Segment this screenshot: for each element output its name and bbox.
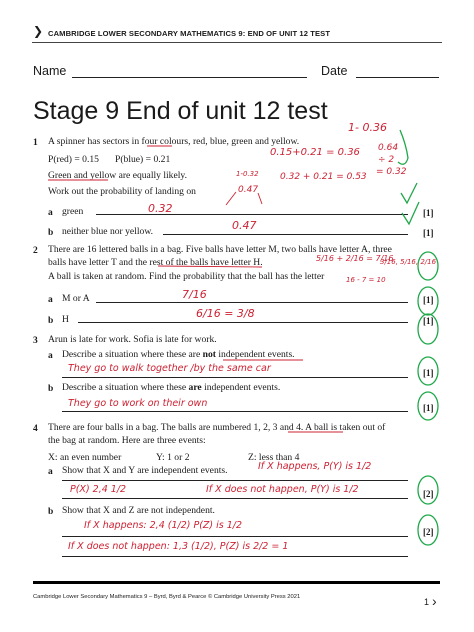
footer-rule bbox=[33, 581, 440, 584]
handwriting-note: ÷ 2 bbox=[378, 155, 395, 165]
question-number: 4 bbox=[33, 424, 38, 434]
question-number: 2 bbox=[33, 246, 38, 256]
chevron-right-icon: ❯ bbox=[33, 24, 44, 38]
q3b-marks: [1] bbox=[423, 403, 434, 413]
header-title: CAMBRIDGE LOWER SECONDARY MATHEMATICS 9: END OF UNIT 12 TEST bbox=[48, 29, 331, 38]
q2b-answer: 6/16 = 3/8 bbox=[196, 307, 255, 320]
q3a-answer: They go to walk together /by the same car bbox=[68, 363, 271, 374]
q1a-marks: [1] bbox=[423, 208, 434, 218]
q1b-marks: [1] bbox=[423, 228, 434, 238]
q2-line3: A ball is taken at random. Find the probability that the ball has the letter bbox=[48, 271, 325, 282]
q4a-answer-part: P(X) 2,4 1/2 bbox=[70, 484, 127, 495]
handwriting-note: 0.15+0.21 = 0.36 bbox=[270, 147, 360, 158]
chevron-right-icon: › bbox=[432, 593, 437, 609]
q3a-text: Describe a situation where these are not independent events. bbox=[62, 349, 295, 360]
q4b-marks: [2] bbox=[423, 527, 434, 537]
q3b-text: Describe a situation where these are independent events. bbox=[62, 382, 281, 393]
q4b-label: b bbox=[48, 507, 54, 517]
question-number: 3 bbox=[33, 336, 38, 346]
q2-line1: There are 16 lettered balls in a bag. Five balls have letter M, two balls have letter A, three bbox=[48, 244, 392, 255]
q4-line2: the bag at random. Here are three events: bbox=[48, 435, 206, 446]
q4a-answer-part: If X happens, P(Y) is 1/2 bbox=[258, 461, 372, 472]
q4a-label: a bbox=[48, 467, 53, 477]
q1-equal: Green and yellow are equally likely. bbox=[48, 170, 187, 181]
handwriting-note: = 0.32 bbox=[376, 167, 407, 177]
q4b-answer-part: If X happens: 2,4 (1/2) P(Z) is 1/2 bbox=[84, 520, 243, 531]
q2a-answer: 7/16 bbox=[182, 288, 207, 301]
q4-event-x: X: an even number bbox=[48, 452, 122, 463]
q1-intro: A spinner has sectors in four colours, red, blue, green and yellow. bbox=[48, 136, 300, 147]
q1-p-blue: P(blue) = 0.21 bbox=[115, 154, 171, 165]
page-title: Stage 9 End of unit 12 test bbox=[33, 97, 328, 125]
handwriting-note: 1-0.32 bbox=[236, 170, 259, 178]
q2a-label: a bbox=[48, 295, 53, 305]
q4a-marks: [2] bbox=[423, 489, 434, 499]
q3b-answer: They go to work on their own bbox=[68, 398, 208, 409]
q1a-text: green bbox=[62, 206, 84, 217]
handwriting-note: 0.64 bbox=[378, 143, 399, 153]
q3-intro: Arun is late for work. Sofia is late for work. bbox=[48, 334, 217, 345]
q4-event-y: Y: 1 or 2 bbox=[156, 452, 190, 463]
q4b-answer-part: If X does not happen: 1,3 (1/2), P(Z) is 2/2 = 1 bbox=[68, 541, 289, 552]
q2-line2: balls have letter T and the rest of the balls have letter H. bbox=[48, 257, 263, 268]
q4a-text: Show that X and Y are independent events. bbox=[62, 465, 228, 476]
handwriting-note: 16 - 7 = 10 bbox=[346, 276, 386, 284]
handwriting-note: 3/16, 5/16, 2/16 bbox=[380, 258, 437, 266]
q1a-answer: 0.32 bbox=[148, 202, 173, 215]
q1b-text: neither blue nor yellow. bbox=[62, 226, 154, 237]
handwriting-note: 0.47 bbox=[238, 185, 259, 195]
q1-p-red: P(red) = 0.15 bbox=[48, 154, 99, 165]
q4-event-z: Z: less than 4 bbox=[248, 452, 300, 463]
name-label: Name bbox=[33, 64, 67, 78]
date-label: Date bbox=[321, 64, 348, 78]
handwriting-note: 5/16 + 2/16 = 7/16 bbox=[316, 254, 394, 263]
q3b-label: b bbox=[48, 384, 54, 394]
q1-ask: Work out the probability of landing on bbox=[48, 186, 196, 197]
footer-credit: Cambridge Lower Secondary Mathematics 9 – Byrd, Byrd & Pearce © Cambridge University Press 2021 bbox=[33, 594, 301, 600]
handwriting-note: 0.32 + 0.21 = 0.53 bbox=[280, 172, 367, 182]
page-number: 1 bbox=[424, 597, 430, 607]
q3a-marks: [1] bbox=[423, 368, 434, 378]
q4a-answer-part: If X does not happen, P(Y) is 1/2 bbox=[206, 484, 359, 495]
handwriting-note: 1- 0.36 bbox=[348, 121, 387, 134]
q2b-text: H bbox=[62, 314, 69, 325]
q1b-label: b bbox=[48, 228, 54, 238]
q3a-label: a bbox=[48, 351, 53, 361]
q4b-text: Show that X and Z are not independent. bbox=[62, 505, 215, 516]
q2b-label: b bbox=[48, 316, 54, 326]
q1b-answer: 0.47 bbox=[232, 219, 257, 232]
q2a-marks: [1] bbox=[423, 295, 434, 305]
q4-line1: There are four balls in a bag. The balls are numbered 1, 2, 3 and 4. A ball is taken out of bbox=[48, 422, 386, 433]
question-number: 1 bbox=[33, 138, 38, 148]
q2b-marks: [1] bbox=[423, 316, 434, 326]
q2a-text: M or A bbox=[62, 293, 90, 304]
q1a-label: a bbox=[48, 208, 53, 218]
